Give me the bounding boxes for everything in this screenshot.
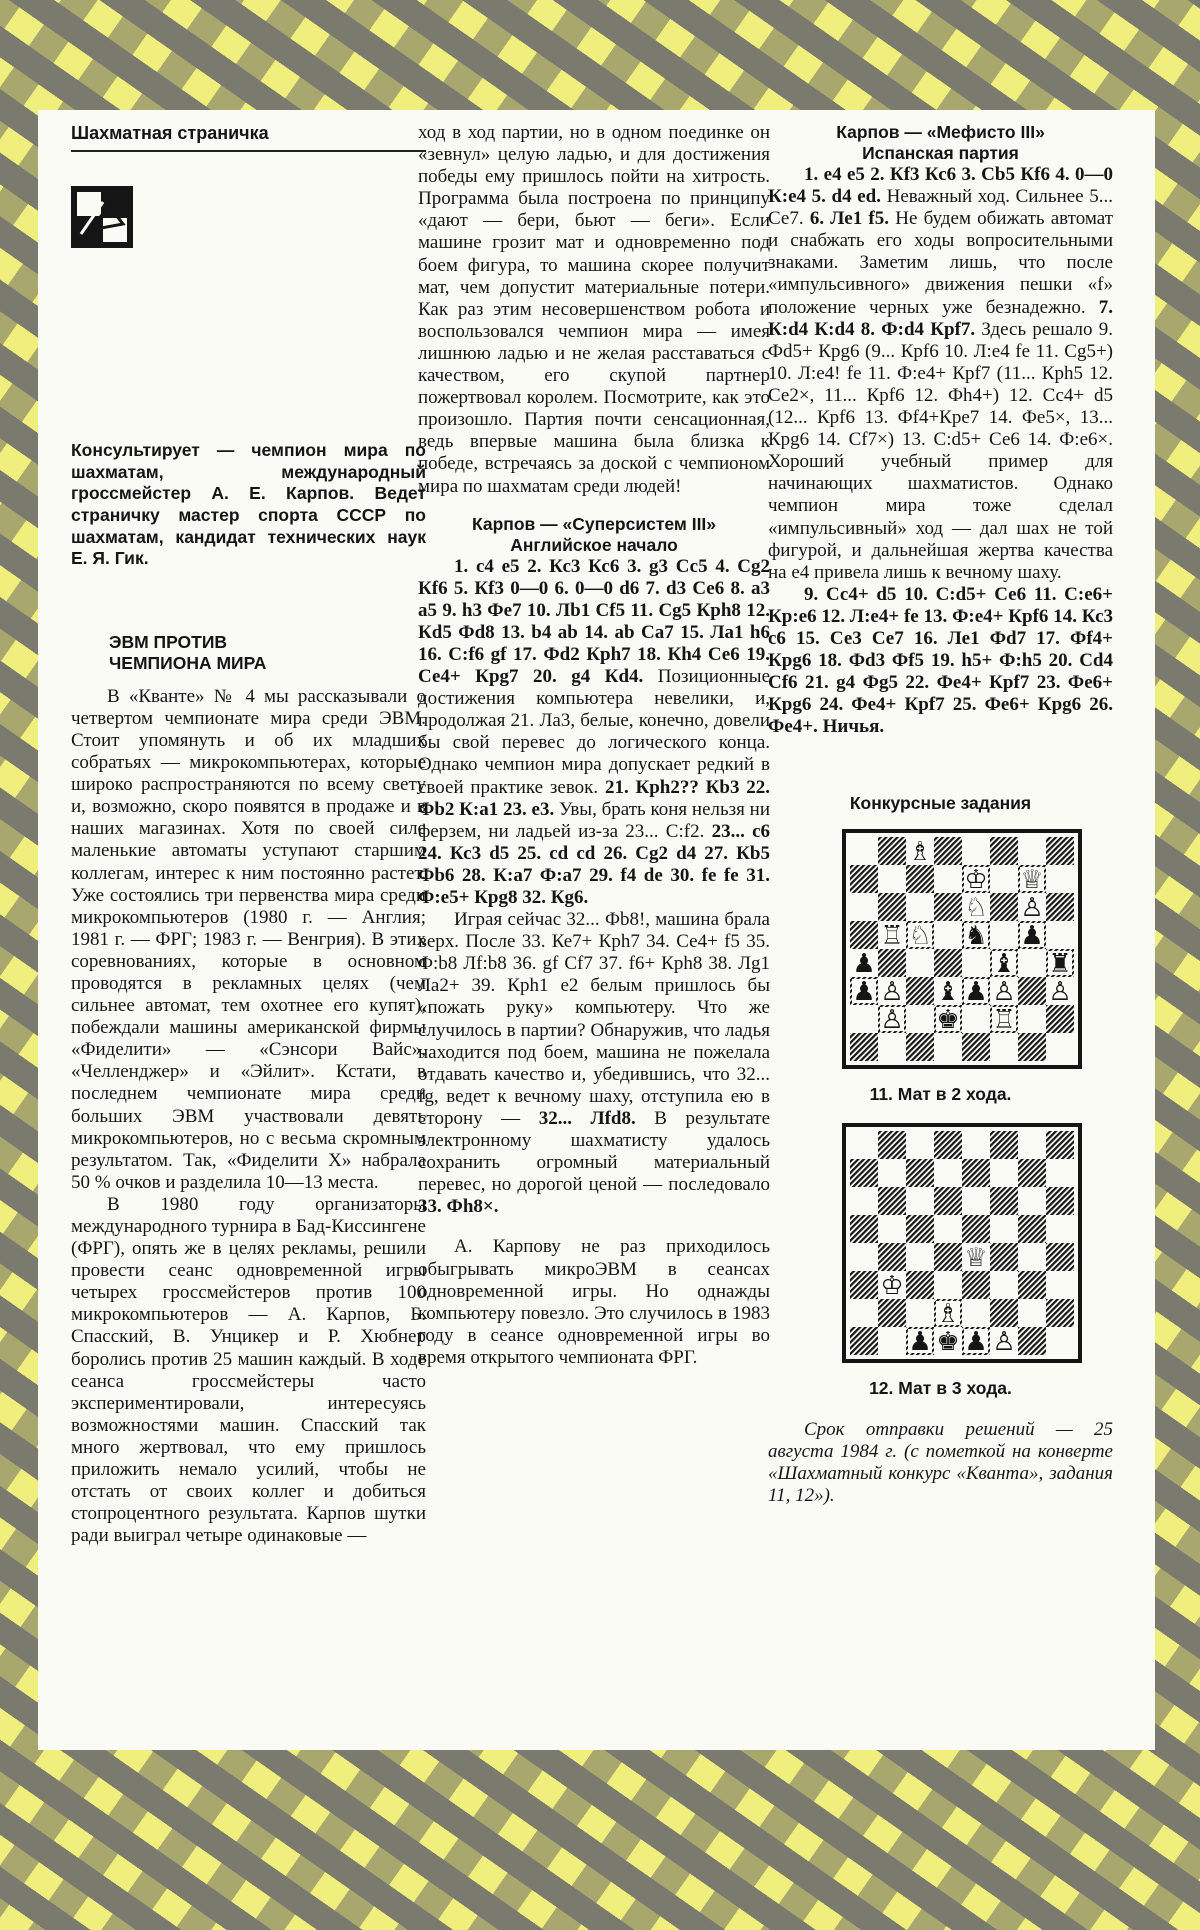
chess-piece-g7: ♕: [1020, 864, 1044, 895]
moves: 1. c4 e5 2. Кс3 Кс6 3. g3 Сс5 4. Сg2 Кf6 5. Кf3 0—0 6. 0—0 d6 7. d3 Се6 8. а3 а5 9. h3 Фе7 10. Лb1 Сf5 11. Сg5 Крh8 12. Кd5 Фd8 13. b4 аb 14. аb Са7 15. Ла1 h6 16. С:f6 gf 17. Фd2 Крh7 18. Кh4 Се6 19. Се4+ Крg7 20. g4 Кd4.: [418, 555, 770, 688]
comment: Неважный ход. Сильнее 5... Се7.: [768, 186, 1113, 230]
chess-board-problem-11: [842, 829, 1082, 1069]
dark-square: [850, 1033, 878, 1061]
game-title: Карпов — «Мефисто III»: [836, 122, 1045, 142]
dark-square: [850, 1271, 878, 1299]
dark-square: [934, 837, 962, 865]
consult-note: Консультирует — чемпион мира по шахматам, международный гроссмейстер А. Е. Карпов. Ведет страничку мастер спорта СССР по шахматам, кандидат технических наук Е. Я. Гик.: [71, 440, 426, 569]
dark-square: [934, 949, 962, 977]
dark-square: [906, 977, 934, 1005]
dark-square: [1046, 1243, 1074, 1271]
chess-piece-a3: ♟: [852, 976, 876, 1007]
chess-piece-c8: ♗: [908, 836, 932, 867]
dark-square: [850, 1327, 878, 1355]
game-text: [768, 164, 1113, 584]
dark-square: [1046, 1131, 1074, 1159]
dark-square: [1046, 1187, 1074, 1215]
column-right: [768, 122, 1113, 1507]
dark-square: [934, 1131, 962, 1159]
game-title: Карпов — «Суперсистем III»: [471, 513, 717, 534]
dark-square: [1018, 1033, 1046, 1061]
chess-piece-b3: ♔: [880, 1270, 904, 1301]
dark-square: [934, 1243, 962, 1271]
dark-square: [878, 893, 906, 921]
game-text: [768, 584, 1113, 739]
moves: 1. е4 е5 2. Кf3 Кс6 3. Сb5 Кf6 4. 0—0 К:е4 5. d4 еd.: [768, 164, 1113, 208]
chess-piece-e4: ♕: [964, 1242, 988, 1273]
article-title: [109, 632, 426, 674]
deadline-note: Срок отправки решений — 25 августа 1984 г. (с пометкой на конверте «Шахматный конкурс «Кванта», задания 11, 12»).: [768, 1418, 1113, 1506]
game-text: [418, 556, 770, 910]
dark-square: [1018, 1159, 1046, 1187]
dark-square: [906, 1159, 934, 1187]
moves: 33. Фh8×.: [418, 1196, 499, 1218]
article-paragraph: ход в ход партии, но в одном поединке он «зевнул» целую ладью, и для достижения победы ему пришлось пойти на хитрость. Программа была построена по принципу «дают — бери, бьют — беги». Если машине грозит мат и одновременно под боем фигура, то машина скорее получит мат, чем допустит материальные потери. Как раз этим несовершенством робота и воспользовался чемпион мира — имея лишнюю ладью и не желая расставаться с качеством, его скупой партнер пожертвовал королем. Посмотрите, как это произошло. Партия почти сенсационная, ведь впервые машина была близка к победе, встречаясь за доской с чемпионом мира по шахматам среди людей!: [418, 122, 770, 497]
moves: 23... с6 24. Кс3 d5 25. cd cd 26. Сg2 d4 27. Кb5 Фb6 28. К:а7 Ф:а7 29. f4 de 30. fe fe 31. Ф:е5+ Крg8 32. Кg6.: [418, 820, 771, 908]
chess-piece-f3: ♙: [992, 976, 1016, 1007]
dark-square: [878, 1131, 906, 1159]
dark-square: [990, 893, 1018, 921]
section-title: Шахматная страничка: [71, 122, 426, 152]
chess-piece-a4: ♟: [852, 948, 876, 979]
dark-square: [990, 1299, 1018, 1327]
dark-square: [906, 1271, 934, 1299]
chess-piece-d3: ♝: [936, 976, 960, 1007]
dark-square: [850, 921, 878, 949]
chess-piece-d2: ♗: [936, 1298, 960, 1329]
dark-square: [1018, 977, 1046, 1005]
moves: 6. Ле1 f5.: [809, 208, 890, 230]
comment: Не будем обижать автомат и снабжать его ходы вопросительными знаками. Заметим лишь, что после «импульсивного» движения пешки «f» положение черных уже безнадежно.: [768, 208, 1114, 318]
dark-square: [1046, 1005, 1074, 1033]
chess-piece-d1: ♚: [936, 1326, 960, 1357]
contest-title: Конкурсные задания: [849, 793, 1032, 814]
dark-square: [962, 1159, 990, 1187]
dark-square: [934, 893, 962, 921]
dark-square: [850, 865, 878, 893]
dark-square: [878, 1299, 906, 1327]
moves: 7. К:d4 К:d4 8. Ф:d4 Крf7.: [768, 296, 1113, 340]
article-paragraph: В 1980 году организаторы международного турнира в Бад-Киссингене (ФРГ), опять же в целях рекламы, решили провести сеанс одновременной игры четырех гроссмейстеров против 100 микрокомпьютеров — А. Карпов, Б. Спасский, В. Унцикер и Р. Хюбнер боролись против 25 машин каждый. В ходе сеанса гроссмейстеры часто экспериментировали, интересуясь возможностями машин. Спасский так много жертвовал, что ему пришлось приложить немало усилий, чтобы не отстать от своих коллег и добиться стопроцентного результата. Карпов шутки ради выиграл четыре одинаковые —: [71, 1193, 426, 1547]
chess-piece-b3: ♙: [880, 976, 904, 1007]
chess-piece-h3: ♙: [1048, 976, 1072, 1007]
chess-piece-b2: ♙: [880, 1004, 904, 1035]
game-opening: Английское начало: [510, 534, 678, 555]
chess-piece-b5: ♖: [880, 920, 904, 951]
dark-square: [990, 837, 1018, 865]
chess-piece-g6: ♙: [1020, 892, 1044, 923]
column-middle: [418, 122, 770, 1369]
dark-square: [1018, 1327, 1046, 1355]
dark-square: [1046, 1299, 1074, 1327]
column-left: [71, 122, 426, 1547]
chess-piece-f1: ♙: [992, 1326, 1016, 1357]
article-paragraph: В «Кванте» № 4 мы рассказывали о четвертом чемпионате мира среди ЭВМ. Стоит упомянуть и об их младших собратьях — микрокомпьютерах, которые широко распространяются по всему свету и, возможно, скоро появятся в продаже и в наших магазинах. Хотя по своей силе маленькие автоматы уступают старшим коллегам, интерес к ним постоянно растет. Уже состоялись три первенства мира среди микрокомпьютеров (1980 г. — Англия; 1981 г. — ФРГ; 1983 г. — Венгрия). В этих соревнованиях, которые в основном проводятся в рекламных целях (чем сильнее автомат, тем охотнее его купят), побеждали машины американской фирмы «Фиделити» — «Сэнсори Вайс», «Челленджер» и «Эйлит». Кстати, в последнем чемпионате мира среди больших ЭВМ участвовали девять микрокомпьютеров, но с весьма скромным результатом. Так, «Фиделити Х» набрала 50 % очков и разделила 10—13 места.: [71, 685, 426, 1193]
chess-piece-e3: ♟: [964, 976, 988, 1007]
comment: Позиционные достижения компьютера невелики, и, продолжая 21. Ла3, белые, конечно, довели бы свой перевес до логического конца. Однако чемпион мира допускает редкий в своей практике зевок.: [418, 666, 770, 798]
chess-piece-e5: ♞: [964, 920, 988, 951]
dark-square: [962, 1033, 990, 1061]
dark-square: [1018, 1271, 1046, 1299]
game-opening: Испанская партия: [862, 143, 1019, 163]
dark-square: [1018, 1215, 1046, 1243]
problem-12-caption: 12. Мат в 3 хода.: [869, 1377, 1012, 1398]
dark-square: [962, 1271, 990, 1299]
magazine-page: [38, 110, 1155, 1750]
moves: 32... Лfd8.: [538, 1107, 636, 1129]
chess-piece-c1: ♟: [908, 1326, 932, 1357]
dark-square: [878, 1243, 906, 1271]
chess-piece-e7: ♔: [964, 864, 988, 895]
dark-square: [906, 1033, 934, 1061]
article-title-line2: ЧЕМПИОНА МИРА: [109, 652, 267, 673]
game-result: Ничья.: [822, 716, 885, 738]
article-title-line1: ЭВМ ПРОТИВ: [109, 631, 228, 652]
chess-piece-h4: ♜: [1048, 948, 1072, 979]
chess-piece-f4: ♝: [992, 948, 1016, 979]
moves: 21. Крh2?? Кb3 22. Фb2 К:а1 23. е3.: [418, 776, 770, 820]
dark-square: [990, 1187, 1018, 1215]
dark-square: [878, 949, 906, 977]
chess-piece-e6: ♘: [964, 892, 988, 923]
dark-square: [878, 1187, 906, 1215]
dark-square: [850, 1215, 878, 1243]
chess-piece-f2: ♖: [992, 1004, 1016, 1035]
dark-square: [1046, 837, 1074, 865]
chess-piece-e1: ♟: [964, 1326, 988, 1357]
game-text: [418, 909, 770, 1218]
dark-square: [906, 1215, 934, 1243]
dark-square: [962, 1215, 990, 1243]
dark-square: [934, 1187, 962, 1215]
dark-square: [990, 1243, 1018, 1271]
chess-piece-g5: ♟: [1020, 920, 1044, 951]
chess-board-problem-12: [842, 1123, 1082, 1363]
moves: 9. Сс4+ d5 10. С:d5+ Се6 11. С:е6+ Кр:е6 12. Л:е4+ fе 13. Ф:е4+ Крf6 14. Кс3 с6 15. Се3 Се7 16. Ле1 Фd7 17. Фf4+ Крg6 18. Фd3 Фf5 19. h5+ Ф:h5 20. Сd4 Сf6 21. g4 Фg5 22. Фе4+ Крf7 23. Фе6+ Крg6 24. Фе4+ Крf7 25. Фе6+ Крg6 26. Фе4+.: [768, 583, 1113, 738]
chess-logo-icon: [71, 186, 133, 248]
dark-square: [990, 1131, 1018, 1159]
problem-11-caption: 11. Мат в 2 хода.: [869, 1083, 1012, 1104]
dark-square: [878, 837, 906, 865]
dark-square: [906, 865, 934, 893]
chess-piece-c5: ♘: [908, 920, 932, 951]
dark-square: [850, 1159, 878, 1187]
article-paragraph: А. Карпову не раз приходилось обыгрывать микроЭВМ в сеансах одновременной игры. Но однажды компьютеру повезло. Это случилось в 1983 году в сеансе одновременной игры во время открытого чемпионата ФРГ.: [418, 1236, 770, 1368]
chess-piece-d2: ♚: [936, 1004, 960, 1035]
dark-square: [1046, 893, 1074, 921]
comment: Играя сейчас 32... Фb8!, машина брала верх. После 33. Ке7+ Крh7 34. Се4+ f5 35. Ф:b8 Лf:b8 36. gf Сf7 37. f6+ Крh8 38. Лg1 Ла2+ 39. Крh1 е2 белым пришлось бы «пожать руку» компьютеру. Что же случилось в партии? Обнаружив, что ладья находится под боем, машина не пожелала отдавать качество и, убедившись, что 32... fg, ведет к вечному шаху, отступила ею в сторону —: [418, 909, 770, 1129]
comment: Увы, брать коня нельзя ни ферзем, ни ладьей из-за 23... С:f2.: [418, 798, 770, 842]
comment: В результате электронному шахматисту удалось сохранить огромный материальный перевес, но дорогой ценой — последовало: [418, 1107, 771, 1196]
comment: Здесь решало 9. Фd5+ Крg6 (9... Крf6 10. Л:е4 fе 11. Сg5+) 10. Л:е4! fе 11. Ф:е4+ Крf7 (11... Крh5 12. Се2×, 11... Крf6 12. Фh4+) 12. Сс4+ d5 (12... Крf6 13. Фf4+Кре7 14. Фе5×, 13... Крg6 14. Сf7×) 13. С:d5+ Се6 14. Ф:е6×. Хороший учебный пример для начинающих шахматистов. Однако чемпион мира тоже сделал «импульсивный» ход — дал шах не той фигурой, и дальнейшая жертва качества на е4 привела лишь к вечному шаху.: [768, 318, 1113, 583]
